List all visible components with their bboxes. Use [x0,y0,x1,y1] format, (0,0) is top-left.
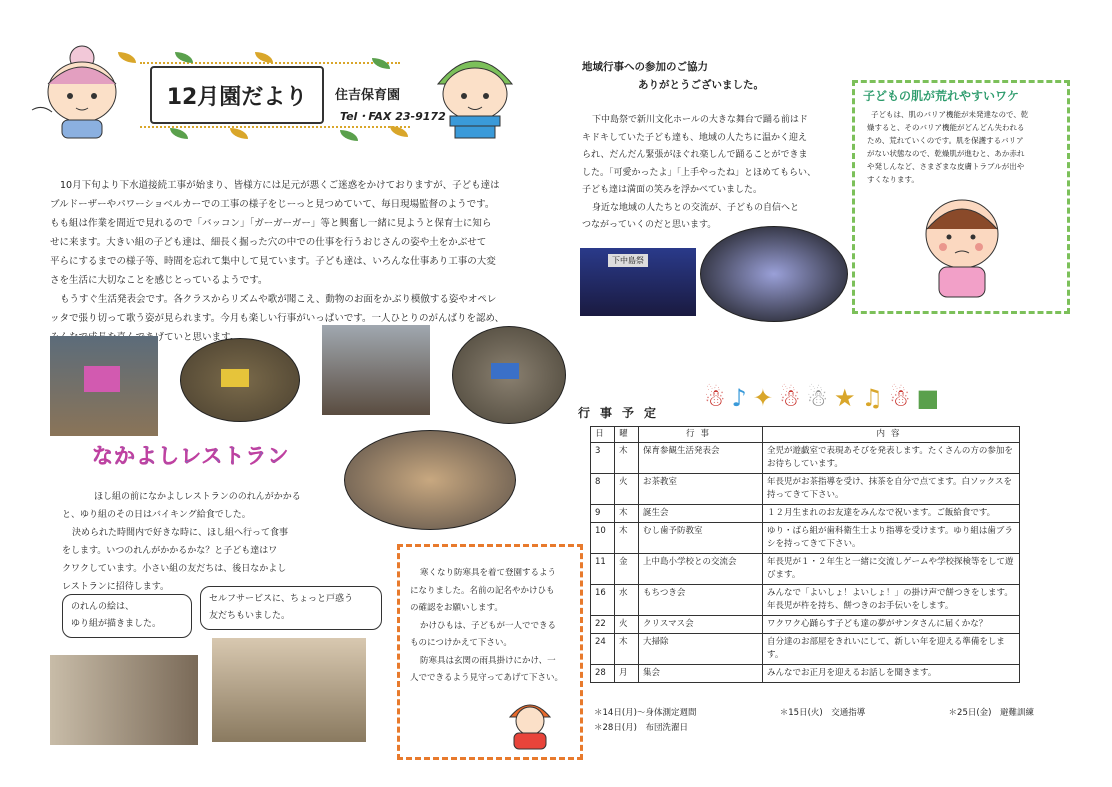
itchy-girl-illustration [907,189,1017,299]
school-name: 住吉保育園 [335,88,401,103]
intro-line: ブルドーザーやパワーショベルカーでの工事の様子をじーっと見つめていて、毎日現場監督のようです。 [50,199,495,210]
community-heading [582,58,764,94]
cell-dow: 水 [615,585,639,616]
community-line: られ、だんだん緊張がほぐれ楽しんで踊ることができま [582,150,808,160]
gift-icon: ■ [916,384,946,412]
speech-bubble-selfservice [200,586,382,630]
notice-line: 防寒具は玄関の雨具掛けにかけ、一 [420,655,556,666]
community-heading-line1: 地域行事への参加のご協力 [582,61,708,73]
community-line: 身近な地域の人たちとの交流が、子どもの自信へと [592,202,800,213]
restaurant-line: と、ゆり組のその日はバイキング給食でした。 [62,510,251,520]
cell-day: 3 [591,443,615,474]
cell-dow: 木 [615,634,639,665]
cell-event: 保育参観生活発表会 [639,443,763,474]
table-row [591,505,1020,523]
restaurant-line: 決められた時間内で好きな時に、ほし組へ行って食事 [72,528,289,538]
notice-line: になりました。名前の記名やかけひも [410,585,555,596]
notice-line: かけひもは、子どもが一人でできる [420,620,557,631]
winter-clothes-notice [397,544,583,760]
community-line: した。「可愛かったよ」「上手やったね」とほめてもらい、 [582,167,817,178]
construction-photo [180,338,300,422]
cell-event: もちつき会 [639,585,763,616]
intro-line: もうすぐ生活発表会です。各クラスからリズムや歌が聞こえ、動物のお面をかぶり模倣する姿やオペレ [60,294,497,305]
skin-line: 子どもは、肌のバリア機能が未発達なので、乾 [871,110,1029,119]
skin-heading: 子どもの肌が荒れやすいワケ [863,89,1020,103]
notice-line: 寒くなり防寒具を着て登園するよう [420,568,557,578]
notice-line: 人でできるよう見守ってあげて下さい。 [410,673,564,683]
cell-detail: 年長児が１・２年生と一緒に交流しゲームや学校探検等をして遊びます。 [763,554,1020,585]
table-row [591,443,1020,474]
restaurant-line: をします。いつのれんがかかるかな？と子ども達はワ [62,546,278,556]
leaf-icon [372,58,390,69]
cell-day: 24 [591,634,615,665]
leaf-icon [170,128,188,139]
cell-detail: ゆり・ばら組が歯科衛生士より指導を受けます。ゆり組は歯ブラシを持ってきて下さい。 [763,523,1020,554]
restaurant-heading: なかよしレストラン [92,444,290,468]
table-row [591,634,1020,665]
cell-day: 9 [591,505,615,523]
notice-line: ものにつけかえて下さい。 [410,638,512,648]
santa-icon: ☃ [889,384,917,412]
cell-dow: 火 [615,474,639,505]
cell-dow: 木 [615,505,639,523]
intro-line: 平らにするまでの様子等、時間を忘れて集中して見ています。子ども達は、いろんな仕事あり工事の大変 [50,256,496,267]
boy-mascot-illustration [420,44,530,139]
community-line: 子ども達は満面の笑みを浮かべていました。 [582,185,763,195]
cell-detail: １２月生まれのお友達をみんなで祝います。ご飯給食です。 [763,505,1020,523]
community-line: つながっていくのだと思います。 [582,220,717,230]
table-row [591,665,1020,683]
bubble-line: セルフサービスに、ちょっと戸惑う [209,594,354,604]
cell-day: 10 [591,523,615,554]
cell-dow: 火 [615,616,639,634]
cell-event: 上中島小学校との交流会 [639,554,763,585]
snowman-icon: ☃ [806,384,834,412]
skin-line: がない状態なので、乾燥肌が進むと、あか赤れ [867,149,1025,158]
skin-line: ため、荒れていくのです。肌を保護するバリア [867,136,1024,145]
header-detail: 内容 [763,427,1020,443]
cell-dow: 木 [615,523,639,554]
decor-dotted-line-bottom [140,126,410,129]
restaurant-paragraph [62,488,342,596]
table-row [591,585,1020,616]
cell-day: 28 [591,665,615,683]
cell-event: 誕生会 [639,505,763,523]
footnote-row [594,706,1034,721]
cell-day: 16 [591,585,615,616]
cell-detail: みんなでお正月を迎えるお話しを聞きます。 [763,665,1020,683]
skin-line: すくなります。 [867,175,919,184]
cell-event: 大掃除 [639,634,763,665]
christmas-icons-row [704,384,945,412]
bell-icon: ♫ [861,384,890,412]
header-event: 行事 [639,427,763,443]
community-line: キドキしていた子ども達も、地域の人たちに温かく迎え [582,132,808,143]
cell-event: お茶教室 [639,474,763,505]
cell-detail: ワクワク心踊らす子ども達の夢がサンタさんに届くかな？ [763,616,1020,634]
community-heading-line2: ありがとうございました。 [638,79,764,91]
cell-day: 11 [591,554,615,585]
cell-detail: 全児が遊戯室で表現あそびを発表します。たくさんの方の参加をお待ちしています。 [763,443,1020,474]
footnote-item: ＊25日(金) 避難訓練 [948,708,1034,718]
restaurant-noren-photo [50,655,198,745]
skin-text [867,108,1055,186]
intro-line: さを生活に大切なことを感じとっているようです。 [50,275,268,286]
footnote-item: ＊14日(月)～身体測定週間 [594,708,697,718]
speech-bubble-noren [62,594,192,638]
leaf-icon [230,128,248,139]
header-day: 日 [591,427,615,443]
skin-info-box [852,80,1070,314]
santa-icon: ☃ [778,384,807,412]
cell-dow: 木 [615,443,639,474]
restaurant-line: ほし組の前になかよしレストランののれんがかかる [94,492,301,502]
intro-line: せに来ます。大きい組の子ども達は、細長く掘った穴の中での仕事を行うおじさんの姿や土をかぶせて [50,237,487,248]
cell-detail: みんなで「よいしょ！よいしょ！」の掛け声で餅つきをします。年長児が杵を持ち、餅つきのお手伝いをします。 [763,585,1020,616]
cell-day: 22 [591,616,615,634]
restaurant-photo [344,430,516,530]
cell-dow: 金 [615,554,639,585]
cell-dow: 月 [615,665,639,683]
stage-dance-photo [700,226,848,322]
schedule-title: 行事予定 [578,406,667,420]
bubble-line: ゆり組が描きました。 [71,619,162,629]
intro-line: ッタで張り切って歌う姿が見られます。今月も楽しい行事がいっぱいです。一人ひとりのがんばりを認め、 [50,313,505,324]
construction-photo [50,336,158,436]
bubble-line: のれんの絵は、 [71,602,135,612]
intro-line: 10月下旬より下水道接続工事が始まり、皆様方には足元が悪くご迷惑をかけておりますが、子ども達は [60,180,500,191]
cell-day: 8 [591,474,615,505]
schedule-footnotes [594,706,1034,736]
candy-cane-icon: ✦ [752,384,779,412]
skin-line: 燥すると、そのバリア機能がどんどん失われる [867,123,1025,132]
table-row [591,554,1020,585]
intro-paragraph [50,176,550,347]
cell-event: 集会 [639,665,763,683]
construction-photo [322,325,430,415]
bubble-line: 友だちもいました。 [209,611,291,621]
schedule-table [590,426,1020,683]
skin-line: や発しんなど、さまざまな皮膚トラブルが出や [867,162,1025,171]
footnote-item: ＊28日(月) 布団洗濯日 [594,723,688,733]
page-title: 12月園だより [150,66,324,124]
footnote-item: ＊15日(火) 交通指導 [779,708,866,718]
community-paragraph [582,112,844,235]
sock-icon: ♪ [731,384,753,412]
cell-detail: 年長児がお茶指導を受け、抹茶を自分で点てます。白ソックスを持ってきて下さい。 [763,474,1020,505]
construction-photo [452,326,566,424]
table-row [591,474,1020,505]
header-dow: 曜 [615,427,639,443]
school-fax: Tel・FAX 23-9172 [340,110,446,123]
cell-detail: 自分達のお部屋をきれいにして、新しい年を迎える準備をします。 [763,634,1020,665]
santa-icon: ☃ [704,384,732,412]
intro-line: もも組は作業を間近で見れるので「バッコン」「ガーガーガー」等と興奮し一緒に見ようと保育士に知ら [50,218,492,229]
notice-line: の確認をお願いします。 [410,603,503,613]
restaurant-selfservice-photo [212,638,366,742]
stage-sign: 下中島祭 [608,254,648,267]
cell-event: クリスマス会 [639,616,763,634]
stage-photo [580,248,696,316]
cell-event: むし歯予防教室 [639,523,763,554]
leaf-icon [340,130,358,141]
table-row [591,616,1020,634]
star-icon: ★ [833,384,862,412]
restaurant-line: クワクしています。小さい組の友だちは、後日なかよし [62,564,287,574]
table-row [591,523,1020,554]
notice-text [410,565,570,688]
winter-child-illustration [500,693,560,751]
community-line: 下中島祭で新川文化ホールの大きな舞台で踊る前はド [592,115,808,125]
restaurant-line: レストランに招待します。 [62,582,170,592]
schedule-header-row [591,427,1020,443]
